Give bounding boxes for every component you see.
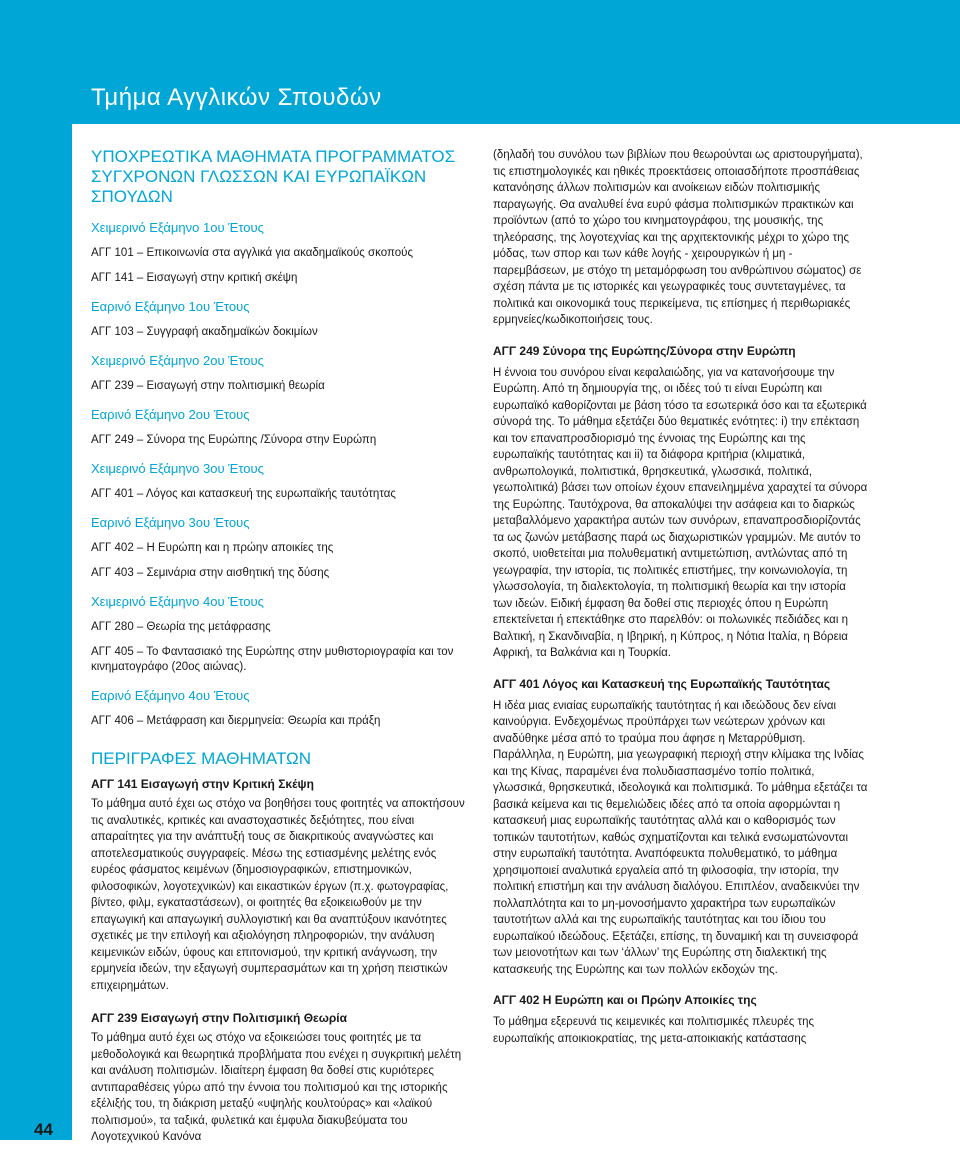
semester-title: Χειμερινό Εξάμηνο 2ου Έτους xyxy=(91,353,264,368)
semester-title: Εαρινό Εξάμηνο 1ου Έτους xyxy=(91,299,250,314)
course-description: Η ιδέα μιας ενιαίας ευρωπαϊκής ταυτότητας ή και ιδεώδους δεν είναι καινούργια. Ενδεχομένως προϋπάρχει των νεώτερων χρόνων και αναδύθηκε μέσα από το τραύμα που άφησε η Μεταρρύθμιση. Παράλληλα, η Ευρώπη, μια γεωγραφική περιοχή στην κλίμακα της Ινδίας και της Κίνας, παραμένει ένα πολυδιασπασμένο τοπίο πολιτικά, γλωσσικά, θρησκευτικά, ιδεολογικά και πολιτισμικά. Το μάθημα εξετάζει τα βασικά κείμενα και τις θεμελιώδεις ιδέες από τα οποία αφορμώνται η κατασκευή μιας ευρωπαϊκής ταυτότητας αλλά και ο καθορισμός των τοπικών ταυτοτήτων, καθώς σχηματίζονται και τελικά ενσωματώνονται στην ευρωπαϊκή ταυτότητα. Αναπόφευκτα πολυθεματικό, το μάθημα χρησιμοποιεί αναλυτικά εργαλεία από τη φιλοσοφία, την ιστορία, την πολιτική επιστήμη και την ανάλυση διαλόγου. Επιπλέον, αναδεικνύει την πολλαπλότητα και το μη-μονοσήμαντο χαρακτήρα των ευρωπαϊκών ταυτοτήτων αλλά και της ευρωπαϊκής ταυτότητας και του ίδιου του ευρωπαϊκού ιδεώδους. Εξετάζει, επίσης, τη δυναμική και τη συνεισφορά των μειονοτήτων και των ‘άλλων’ της Ευρώπης στη διαλεκτική της κατασκευής της Ευρώπης και των πολλών εκδοχών της. xyxy=(493,699,868,976)
page-header-title: Τμήμα Αγγλικών Σπουδών xyxy=(91,84,382,111)
left-column xyxy=(91,147,466,1156)
program-title: ΥΠΟΧΡΕΩΤΙΚΑ ΜΑΘΗΜΑΤΑ ΠΡΟΓΡΑΜΜΑΤΟΣ ΣΥΓΧΡΟΝΩΝ ΓΛΩΣΣΩΝ ΚΑΙ ΕΥΡΩΠΑΪΚΩΝ ΣΠΟΥΔΩΝ xyxy=(91,147,456,206)
course-description: Το μάθημα εξερευνά τις κειμενικές και πολιτισμικές πλευρές της ευρωπαϊκής αποικιοκρατίας, της μετα-αποικιακής κατάστασης xyxy=(493,1016,815,1045)
course-description: Η έννοια του συνόρου είναι κεφαλαιώδης, για να κατανοήσουμε την Ευρώπη. Από τη δημιουργία της, οι ιδέες τού τι είναι Ευρώπη και ευρωπαϊκό καθορίζονται με βάση τόσο τα εσωτερικά όσο και τα εξωτερικά σύνορά της. Το μάθημα εξετάζει δύο θεματικές ενότητες: i) την επέκταση και τον επαναπροσδιορισμό της έννοιας της Ευρώπης και της ευρωπαϊκής ταυτότητας και ii) τα διάφορα κριτήρια (κλιματικά, ανθρωπολογικά, πολιτιστικά, θρησκευτικά, γλωσσικά, πολιτικά, γεωπολιτικά) βάσει των οποίων έχουν επανειλημμένα χαραχτεί τα σύνορα της Ευρώπης. Ταυτόχρονα, θα αποκαλύψει την ασάφεια και το διαρκώς μεταβαλλόμενο χαρακτήρα αυτών των συνόρων, επαναπροσδιορίζοντάς τα ως ζωνών μετάβασης παρά ως διαχωριστικών γραμμών. Με αυτόν το σκοπό, υιοθετείται μια πολυθεματική αντιμετώπιση, αντλώντας από τη γεωγραφία, την ιστορία, τις πολιτικές επιστήμες, την κοινωνιολογία, τη γλωσσολογία, τη διαλεκτολογία, τη πολιτισμική θεωρία και την ιστορία των ιδεών. Ειδική έμφαση θα δοθεί στις περιοχές όπου η Ευρώπη επεκτείνεται ή επεκτάθηκε στο παρελθόν: οι πολωνικές πεδιάδες και η Βαλτική, η Σκανδιναβία, η Ιβηρική, η Κύπρος, η Νότια Ιταλία, η Βόρεια Αφρική, τα Βαλκάνια και η Τουρκία. xyxy=(493,366,868,659)
right-column xyxy=(493,147,868,1057)
side-strip xyxy=(0,124,72,1140)
course-description: Το μάθημα αυτό έχει ως στόχο να εξοικειώσει τους φοιτητές με τα μεθοδολογικά και θεωρητικά προβλήματα που ενέχει η συγκριτική μελέτη και ανάλυση πολιτισμών. Ιδιαίτερη έμφαση θα δοθεί στις κυριότερες αντιπαραθέσεις γύρω από την έννοια του πολιτισμού και της ιστορικής εξέλιξής του, τη διάκριση μεταξύ «υψηλής κουλτούρας» και «λαϊκού πολιτισμού», τα ταξικά, φυλετικά και έμφυλα διακυβεύματα του Λογοτεχνικού Κανόνα xyxy=(91,1032,462,1143)
course-item: ΑΓΓ 402 – Η Ευρώπη και η πρώην αποικίες της xyxy=(91,542,334,554)
semester-title: Χειμερινό Εξάμηνο 1ου Έτους xyxy=(91,220,264,235)
course-item: ΑΓΓ 401 – Λόγος και κατασκευή της ευρωπαϊκής ταυτότητας xyxy=(91,488,396,500)
course-item: ΑΓΓ 141 – Εισαγωγή στην κριτική σκέψη xyxy=(91,272,298,284)
descriptions-title: ΠΕΡΙΓΡΑΦΕΣ ΜΑΘΗΜΑΤΩΝ xyxy=(91,749,312,768)
semester-title: Χειμερινό Εξάμηνο 3ου Έτους xyxy=(91,461,264,476)
course-item: ΑΓΓ 403 – Σεμινάρια στην αισθητική της δύσης xyxy=(91,567,330,579)
course-item: ΑΓΓ 101 – Επικοινωνία στα αγγλικά για ακαδημαϊκούς σκοπούς xyxy=(91,247,413,259)
course-heading: ΑΓΓ 249 Σύνορα της Ευρώπης/Σύνορα στην Ευρώπη xyxy=(493,343,796,358)
course-item: ΑΓΓ 103 – Συγγραφή ακαδημαϊκών δοκιμίων xyxy=(91,326,318,338)
page-number: 44 xyxy=(34,1120,53,1139)
semester-title: Χειμερινό Εξάμηνο 4ου Έτους xyxy=(91,594,264,609)
course-description-continuation: (δηλαδή του συνόλου των βιβλίων που θεωρούνται ως αριστουργήματα), τις επιστημολογικές και ηθικές προεκτάσεις οποιασδήποτε προσπάθειας κατανόησης άλλων πολιτισμών και ανοίκειων ειδών πολιτισμικής παραγωγής. Θα αναλυθεί ένα ευρύ φάσμα πολιτισμικών πρακτικών και προϊόντων (από το χώρο του κινηματογράφου, της μουσικής, της τηλεόρασης, της λογοτεχνίας και της αρχιτεκτονικής μέχρι το χώρο της μόδας, των σπορ και των κάθε λογής - χειρουργικών ή μη - παρεμβάσεων, με στόχο τη μεταμόρφωση του ανθρώπινου σώματος) σε σχέση πάντα με τις ιστορικές και γεωγραφικές τους συντεταγμένες, τα πολιτικά και οικονομικά τους περικείμενα, τις επίσημες ή περιθωριακές ερμηνείες/κωδικοποιήσεις τους. xyxy=(493,149,863,326)
course-item: ΑΓΓ 239 – Εισαγωγή στην πολιτισμική θεωρία xyxy=(91,380,325,392)
semester-title: Εαρινό Εξάμηνο 2ου Έτους xyxy=(91,407,250,422)
semester-title: Εαρινό Εξάμηνο 3ου Έτους xyxy=(91,515,250,530)
course-item: ΑΓΓ 280 – Θεωρία της μετάφρασης xyxy=(91,621,271,633)
course-heading: ΑΓΓ 239 Εισαγωγή στην Πολιτισμική Θεωρία xyxy=(91,1011,347,1025)
course-heading: ΑΓΓ 141 Εισαγωγή στην Κριτική Σκέψη xyxy=(91,777,314,791)
semester-title: Εαρινό Εξάμηνο 4ου Έτους xyxy=(91,688,250,703)
course-description: Το μάθημα αυτό έχει ως στόχο να βοηθήσει τους φοιτητές να αποκτήσουν τις αναλυτικές, κριτικές και αναστοχαστικές δεξιότητες, που είναι απαραίτητες για την ανάπτυξή τους σε διακριτικούς αναγνώστες και αποτελεσματικούς συγγραφείς. Μέσω της εστιασμένης μελέτης ενός ευρέος φάσματος κειμένων (δημοσιογραφικών, επιστημονικών, φιλοσοφικών, λογοτεχνικών) και εικαστικών έργων (π.χ. φωτογραφίας, βίντεο, φιλμ, εγκαταστάσεων), οι φοιτητές θα εξοικειωθούν με την επαγωγική και απαγωγική συλλογιστική και θα αναπτύξουν ικανότητες σχετικές με την επιλογή και αξιολόγηση πληροφοριών, την ανάλυση κειμενικών ειδών, ύφους και επιτονισμού, την κριτική ανάγνωση, την ερμηνεία ιδεών, την εξαγωγή συμπερασμάτων και τη χρήση πειστικών επιχειρημάτων. xyxy=(91,798,465,992)
course-item: ΑΓΓ 406 – Μετάφραση και διερμηνεία: Θεωρία και πράξη xyxy=(91,715,381,727)
course-item: ΑΓΓ 405 – Το Φαντασιακό της Ευρώπης στην μυθιστοριογραφία και τον κινηματογράφο (20ος αιώνας). xyxy=(91,646,454,673)
course-heading: ΑΓΓ 402 Η Ευρώπη και οι Πρώην Αποικίες της xyxy=(493,993,757,1007)
course-heading: ΑΓΓ 401 Λόγος και Κατασκευή της Ευρωπαϊκής Ταυτότητας xyxy=(493,676,831,691)
course-item: ΑΓΓ 249 – Σύνορα της Ευρώπης /Σύνορα στην Ευρώπη xyxy=(91,434,377,446)
